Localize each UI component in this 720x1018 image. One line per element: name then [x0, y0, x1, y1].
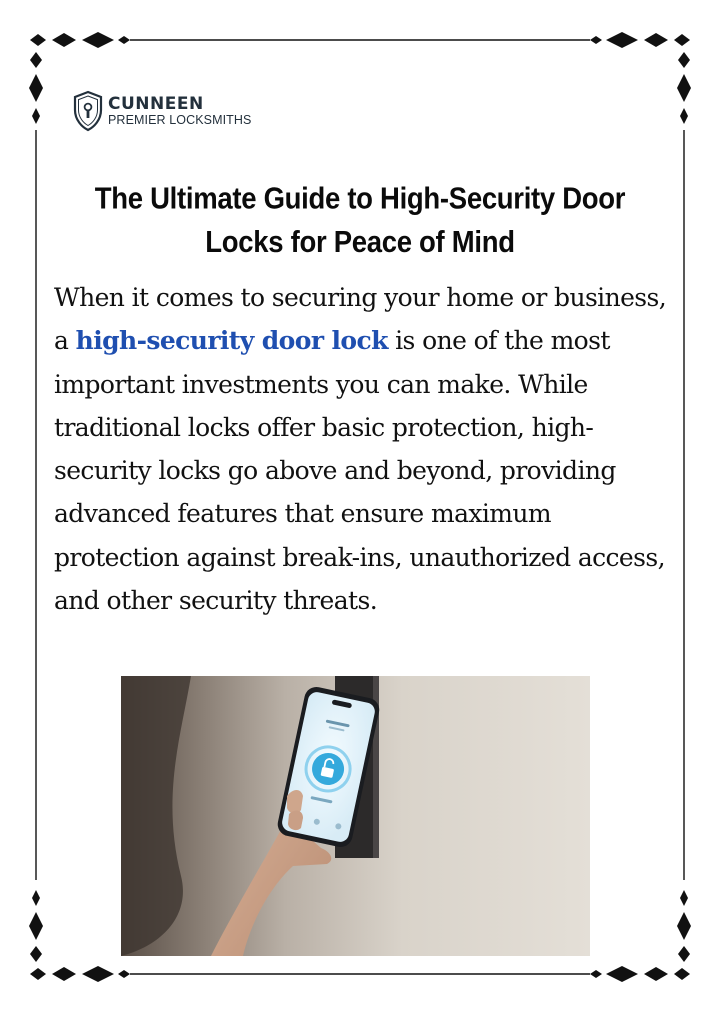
page-title-line-1: The Ultimate Guide to High-Security Door [94, 180, 626, 216]
logo-subtitle: PREMIER LOCKSMITHS [108, 113, 252, 127]
shield-lock-icon [72, 90, 104, 132]
intro-text-end: is one of the most important investments you can make. While traditional locks offer basic protection, high-security locks go above and beyond, providing advanced features that ensure maximum protection against break-ins, unauthorized access, and other security threats. [54, 326, 665, 616]
intro-paragraph [54, 276, 674, 622]
company-logo [72, 90, 252, 132]
page-title-line-2: Locks for Peace of Mind [205, 224, 515, 259]
page-title [60, 176, 660, 263]
high-security-door-lock-link[interactable]: high-security door lock [75, 326, 388, 356]
intro-text-start: When it comes to securing your home or business, a [54, 283, 667, 356]
smart-lock-phone-photo [121, 676, 590, 956]
logo-brand-name: CUNNEEN [108, 94, 204, 114]
